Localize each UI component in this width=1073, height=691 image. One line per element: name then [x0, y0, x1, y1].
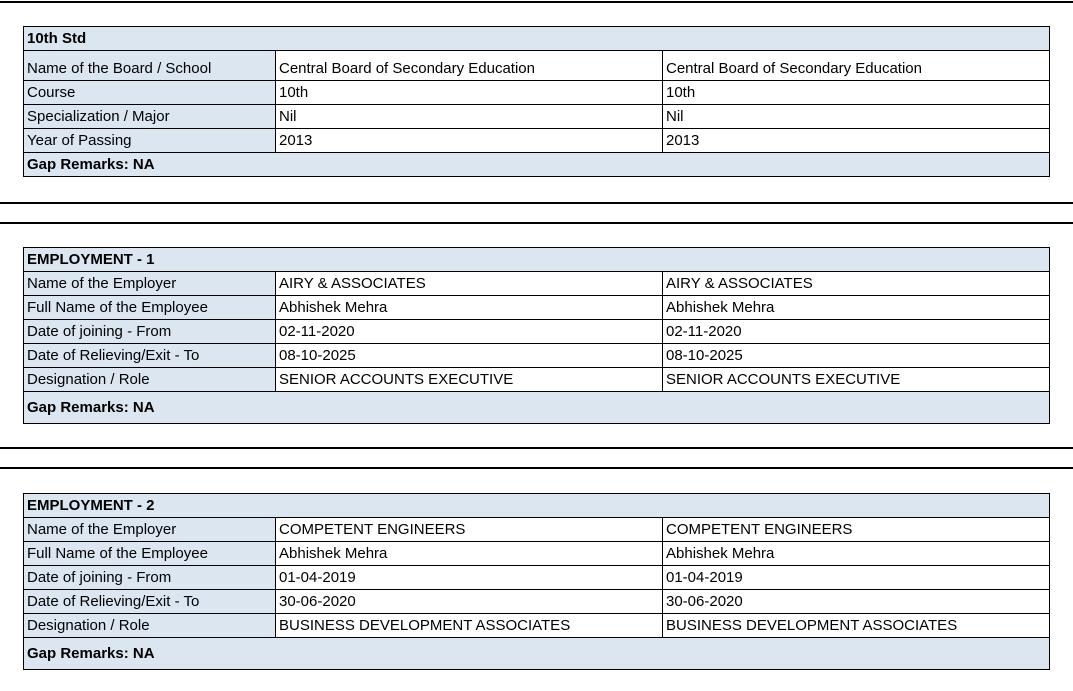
row-value-1: COMPETENT ENGINEERS	[276, 518, 663, 542]
row-value-2: Abhishek Mehra	[663, 296, 1050, 320]
row-value-2: 10th	[663, 81, 1050, 105]
table-row	[24, 344, 1050, 368]
row-value-2: Abhishek Mehra	[663, 542, 1050, 566]
row-label: Date of Relieving/Exit - To	[24, 590, 276, 614]
row-label: Course	[24, 81, 276, 105]
row-value-1: Abhishek Mehra	[276, 296, 663, 320]
table-row	[24, 566, 1050, 590]
row-value-2: COMPETENT ENGINEERS	[663, 518, 1050, 542]
employment-1-table	[23, 247, 1050, 424]
employment-2-table	[23, 493, 1050, 670]
row-value-1: AIRY & ASSOCIATES	[276, 272, 663, 296]
gap-remarks-row	[24, 638, 1050, 670]
gap-remarks: Gap Remarks: NA	[24, 392, 1050, 424]
table-row	[24, 296, 1050, 320]
table-row	[24, 614, 1050, 638]
row-value-1: Nil	[276, 105, 663, 129]
row-label: Designation / Role	[24, 614, 276, 638]
row-value-1: 2013	[276, 129, 663, 153]
table-row	[24, 518, 1050, 542]
section-header-row	[24, 27, 1050, 51]
table-row	[24, 272, 1050, 296]
row-value-1: Central Board of Secondary Education	[276, 51, 663, 81]
row-value-1: 02-11-2020	[276, 320, 663, 344]
row-value-2: 2013	[663, 129, 1050, 153]
gap-remarks-row	[24, 392, 1050, 424]
separator-line-top	[0, 1, 1073, 3]
education-10th-table	[23, 26, 1050, 177]
row-value-1: BUSINESS DEVELOPMENT ASSOCIATES	[276, 614, 663, 638]
section-title: EMPLOYMENT - 1	[24, 248, 1050, 272]
row-label: Name of the Board / School	[24, 51, 276, 81]
row-value-1: 30-06-2020	[276, 590, 663, 614]
table-row	[24, 81, 1050, 105]
row-label: Name of the Employer	[24, 272, 276, 296]
row-value-2: SENIOR ACCOUNTS EXECUTIVE	[663, 368, 1050, 392]
row-value-1: 01-04-2019	[276, 566, 663, 590]
row-label: Date of joining - From	[24, 566, 276, 590]
row-value-2: Nil	[663, 105, 1050, 129]
row-label: Date of joining - From	[24, 320, 276, 344]
row-label: Name of the Employer	[24, 518, 276, 542]
separator-line	[0, 467, 1073, 469]
separator-line	[0, 222, 1073, 224]
row-label: Year of Passing	[24, 129, 276, 153]
separator-line	[0, 447, 1073, 449]
row-label: Specialization / Major	[24, 105, 276, 129]
section-header-row	[24, 248, 1050, 272]
section-title: EMPLOYMENT - 2	[24, 494, 1050, 518]
table-row	[24, 368, 1050, 392]
row-value-2: 02-11-2020	[663, 320, 1050, 344]
gap-remarks-row	[24, 153, 1050, 177]
table-row	[24, 542, 1050, 566]
table-row	[24, 51, 1050, 81]
table-row	[24, 320, 1050, 344]
row-label: Date of Relieving/Exit - To	[24, 344, 276, 368]
table-row	[24, 105, 1050, 129]
row-value-2: 01-04-2019	[663, 566, 1050, 590]
row-label: Full Name of the Employee	[24, 542, 276, 566]
table-row	[24, 129, 1050, 153]
gap-remarks: Gap Remarks: NA	[24, 638, 1050, 670]
table-row	[24, 590, 1050, 614]
section-header-row	[24, 494, 1050, 518]
row-label: Full Name of the Employee	[24, 296, 276, 320]
separator-line	[0, 202, 1073, 204]
row-value-1: Abhishek Mehra	[276, 542, 663, 566]
row-value-1: 08-10-2025	[276, 344, 663, 368]
row-value-2: 30-06-2020	[663, 590, 1050, 614]
section-title: 10th Std	[24, 27, 1050, 51]
row-value-1: 10th	[276, 81, 663, 105]
row-value-1: SENIOR ACCOUNTS EXECUTIVE	[276, 368, 663, 392]
row-value-2: BUSINESS DEVELOPMENT ASSOCIATES	[663, 614, 1050, 638]
row-value-2: AIRY & ASSOCIATES	[663, 272, 1050, 296]
row-label: Designation / Role	[24, 368, 276, 392]
gap-remarks: Gap Remarks: NA	[24, 153, 1050, 177]
row-value-2: 08-10-2025	[663, 344, 1050, 368]
row-value-2: Central Board of Secondary Education	[663, 51, 1050, 81]
